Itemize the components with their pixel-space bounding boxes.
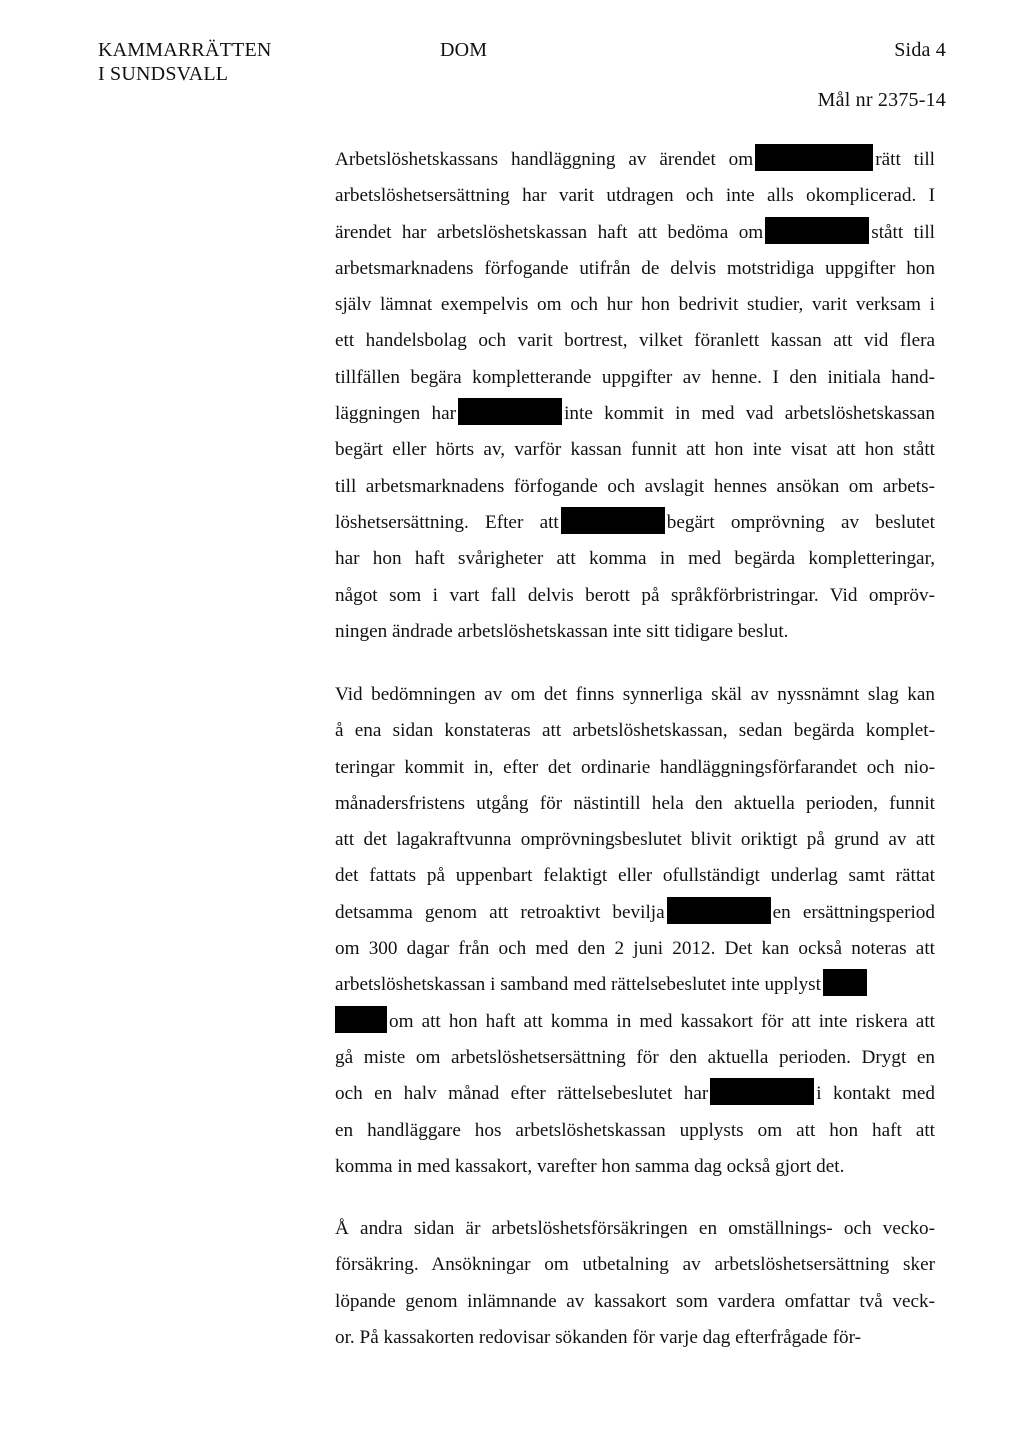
text-line: om att hon haft att komma in med kassakort för att inte riskera att [335, 1004, 935, 1040]
text-line: komma in med kassakort, varefter hon samma dag också gjort det. [335, 1155, 845, 1177]
court-name-line-2: I SUNDSVALL [98, 63, 229, 85]
text-line: det fattats på uppenbart felaktigt eller ofullständigt underlag samt rättat [335, 865, 935, 887]
text-line: teringar kommit in, efter det ordinarie handläggningsförfarandet och nio- [335, 756, 935, 778]
text-line: Vid bedömningen av om det finns synnerliga skäl av nyssnämnt slag kan [335, 684, 935, 705]
document-type: DOM [440, 39, 488, 61]
text-line: or. På kassakorten redovisar sökanden för varje dag efterfrågade för- [335, 1326, 861, 1348]
text-line: och en halv månad efter rättelsebeslutet har i kontakt med [335, 1076, 935, 1112]
text-line: något som i vart fall delvis berott på språkförbristringar. Vid ompröv- [335, 584, 935, 606]
text-line: ärendet har arbetslöshetskassan haft att bedöma om stått till [335, 215, 935, 251]
redaction-block [765, 217, 869, 244]
text-line: själv lämnat exempelvis om och hur hon bedrivit studier, varit verksam i [335, 294, 935, 316]
text-line: läggningen har inte kommit in med vad arbetslöshetskassan [335, 396, 935, 432]
text-line: löshetsersättning. Efter att begärt omprövning av beslutet [335, 505, 935, 541]
text-line: löpande genom inlämnande av kassakort som vardera omfattar två veck- [335, 1290, 935, 1312]
redaction-block [710, 1078, 814, 1105]
text-line: månadersfristens utgång för nästintill hela den aktuella perioden, funnit [335, 792, 935, 814]
redaction-block [335, 1006, 387, 1033]
text-line: om 300 dagar från och med den 2 juni 2012. Det kan också noteras att [335, 938, 935, 960]
text-line: arbetslöshetsersättning har varit utdragen och inte alls okomplicerad. I [335, 185, 935, 207]
court-name-line-1: KAMMARRÄTTEN [98, 39, 272, 61]
redaction-block [458, 398, 562, 425]
text-line: försäkring. Ansökningar om utbetalning av arbetslöshetsersättning sker [335, 1254, 935, 1276]
paragraph-1 [335, 142, 935, 650]
redaction-block [667, 897, 771, 924]
text-line: har hon haft svårigheter att komma in med begärda kompletteringar, [335, 548, 935, 570]
text-line: en handläggare hos arbetslöshetskassan upplysts om att hon haft att [335, 1119, 935, 1141]
text-line: ningen ändrade arbetslöshetskassan inte sitt tidigare beslut. [335, 620, 789, 642]
text-line: till arbetsmarknadens förfogande och avslagit hennes ansökan om arbets- [335, 475, 935, 497]
case-number: Mål nr 2375-14 [817, 89, 946, 111]
paragraph-3 [335, 1211, 935, 1356]
text-line: å ena sidan konstateras att arbetslöshetskassan, sedan begärda komplet- [335, 720, 935, 742]
redaction-block [823, 969, 867, 996]
text-line: Arbetslöshetskassans handläggning av ärendet om rätt till [335, 142, 935, 178]
text-line: arbetslöshetskassan i samband med rättelsebeslutet inte upplyst [335, 967, 935, 1003]
text-line: att det lagakraftvunna omprövningsbeslutet blivit oriktigt på grund av att [335, 829, 935, 851]
paragraph-2 [335, 677, 935, 1185]
text-line: detsamma genom att retroaktivt bevilja en ersättningsperiod [335, 895, 935, 931]
text-line: begärt eller hörts av, varför kassan funnit att hon inte visat att hon stått [335, 439, 935, 461]
page-number: Sida 4 [894, 39, 946, 61]
text-line: arbetsmarknadens förfogande utifrån de delvis motstridiga uppgifter hon [335, 257, 935, 279]
text-line: Å andra sidan är arbetslöshetsförsäkringen en omställnings- och vecko- [335, 1218, 935, 1239]
court-name [98, 38, 272, 86]
text-line: ett handelsbolag och varit bortrest, vilket föranlett kassan att vid flera [335, 330, 935, 352]
text-line: tillfällen begära kompletterande uppgifter av henne. I den initiala hand- [335, 366, 935, 388]
redaction-block [755, 144, 873, 171]
redaction-block [561, 507, 665, 534]
text-line: gå miste om arbetslöshetsersättning för den aktuella perioden. Drygt en [335, 1046, 935, 1068]
